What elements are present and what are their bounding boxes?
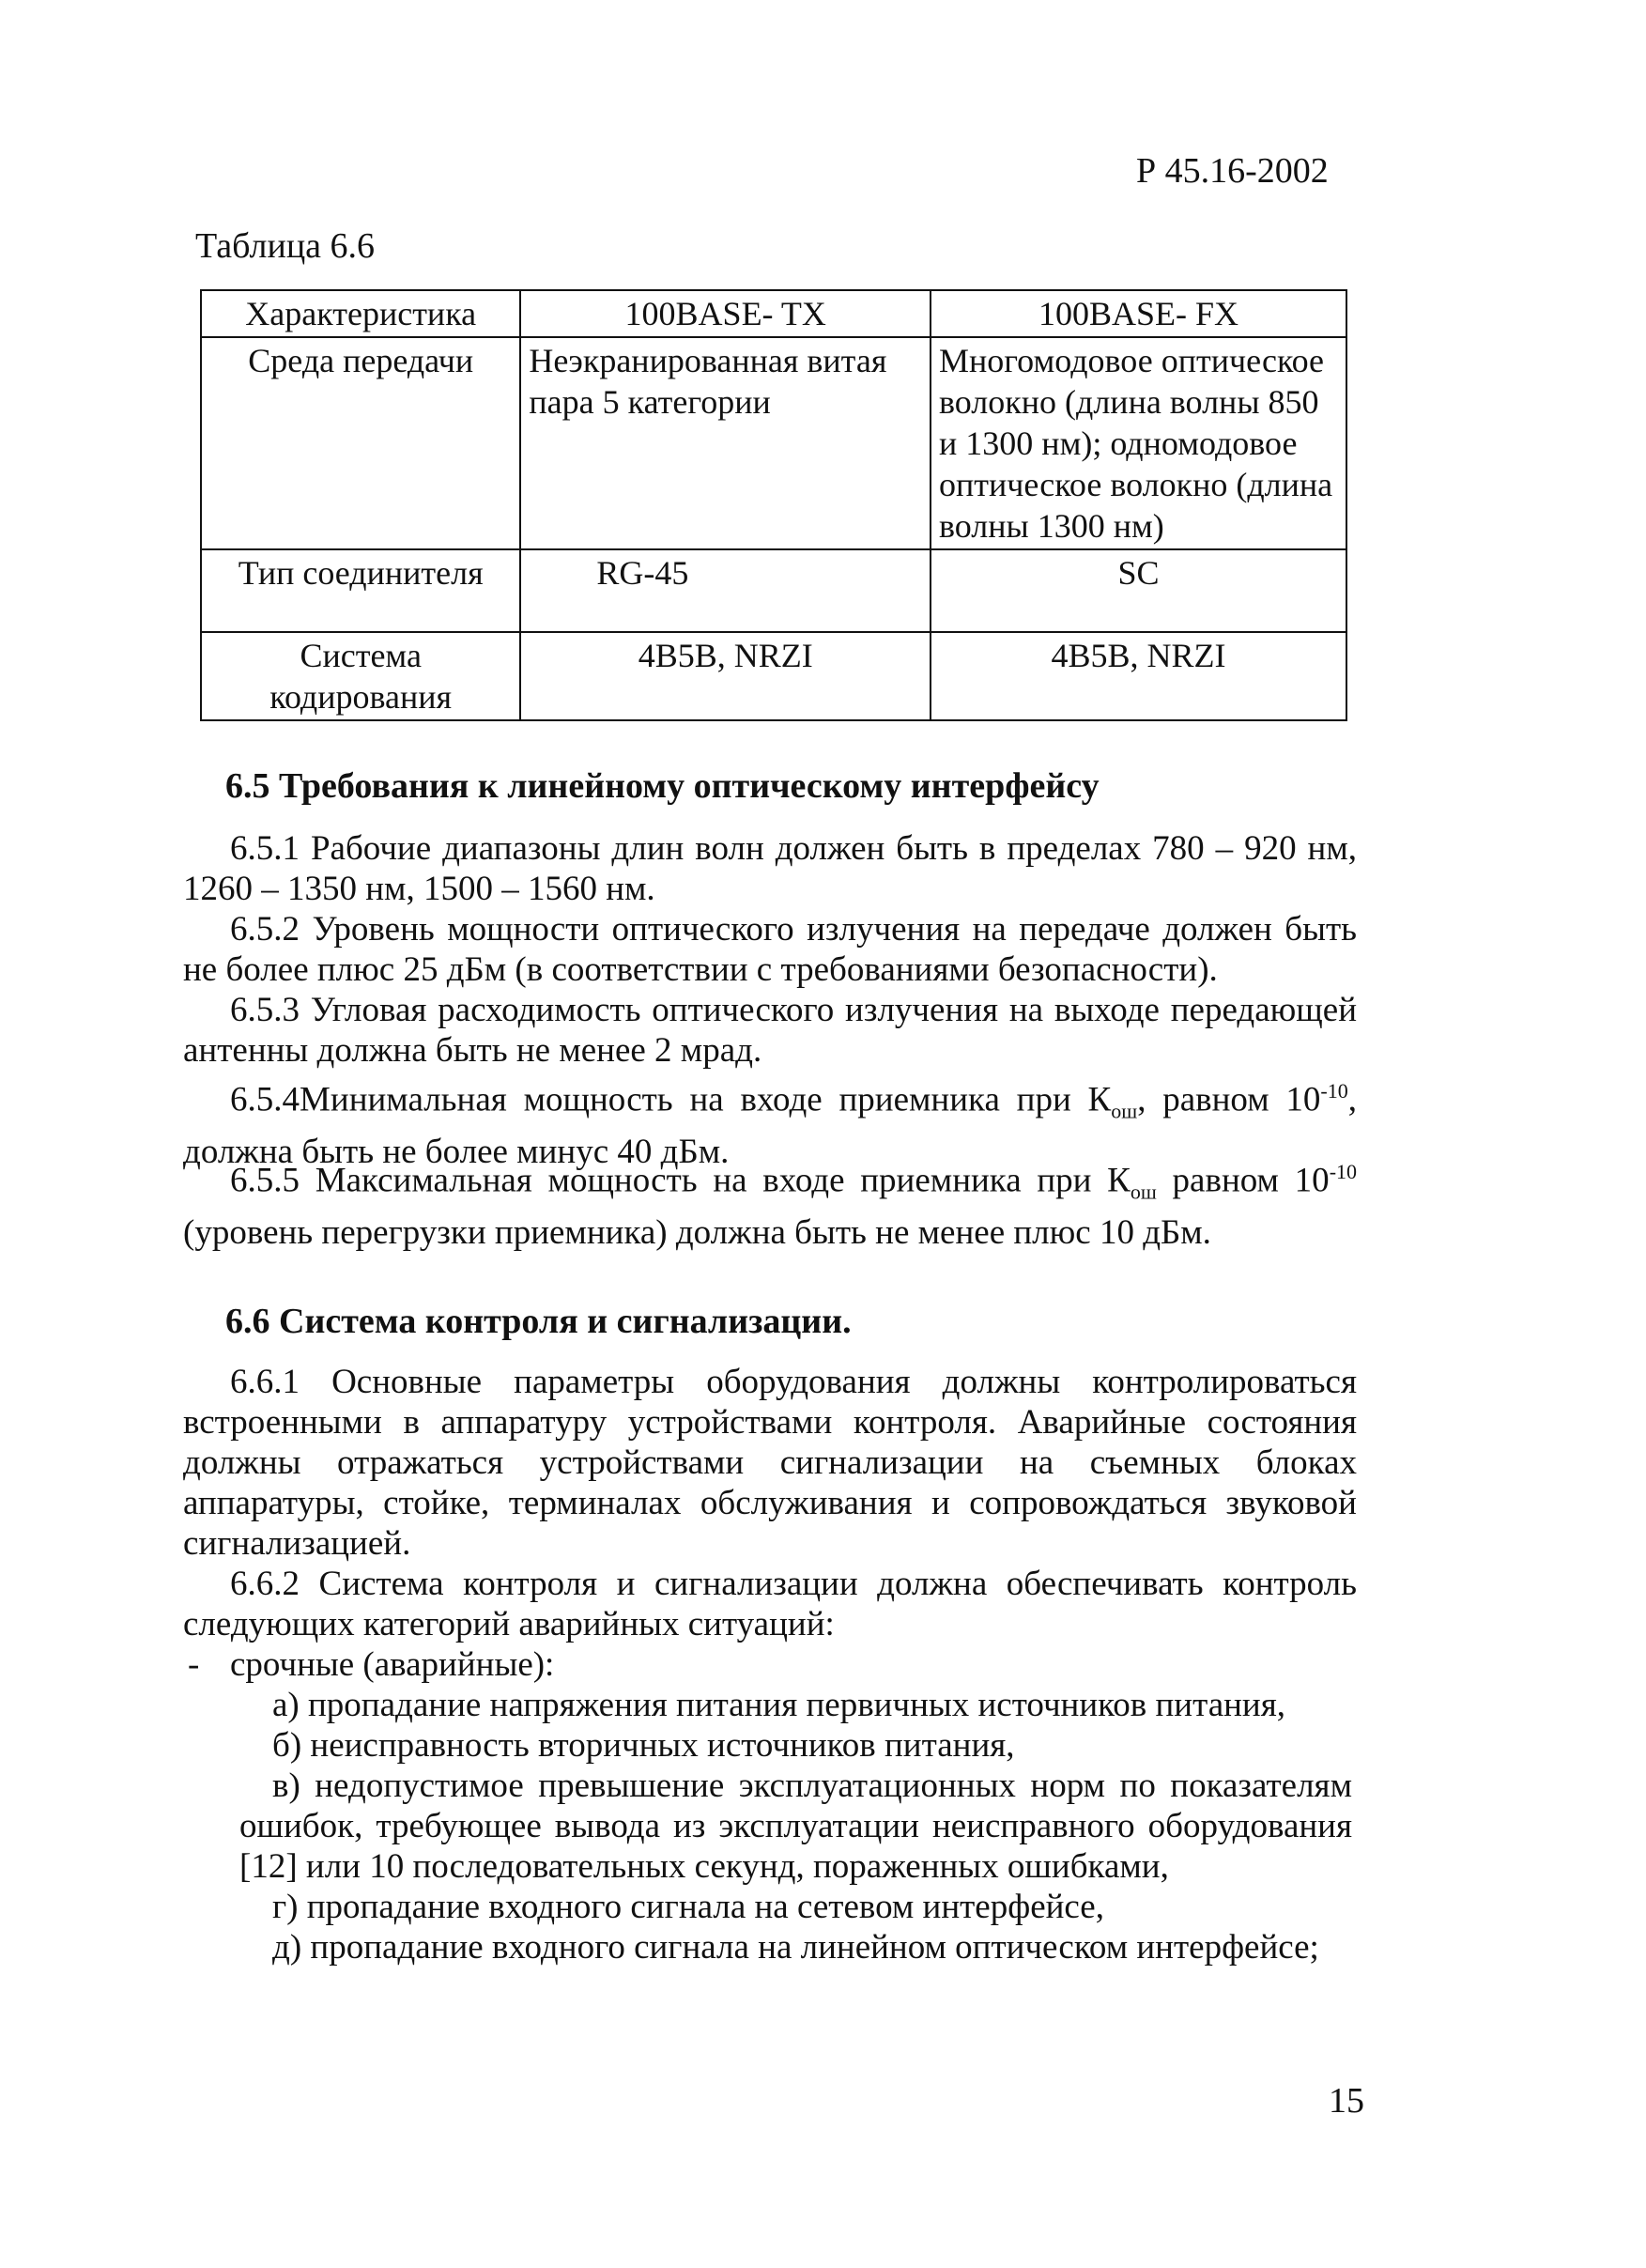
document-code: Р 45.16-2002 (1136, 151, 1329, 191)
list-item: г) пропадание входного сигнала на сетевом интерфейсе, (272, 1888, 1104, 1926)
paragraph-6-6-1: 6.6.1 Основные параметры оборудования должны контролироваться встроенными в аппаратуру устройствами контроля. Аварийные состояния должны отражаться устройствами сигнализации на съемных блоках аппаратуры, стойке, терминалах обслуживания и сопровождаться звуковой сигнализацией. (183, 1363, 1357, 1563)
subscript: ош (1130, 1180, 1157, 1204)
list-label-urgent: срочные (аварийные): (230, 1645, 555, 1684)
subscript: ош (1111, 1099, 1138, 1123)
table-header-row (201, 290, 1346, 337)
table-row (201, 632, 1346, 720)
list-dash: - (188, 1645, 200, 1684)
table-cell: 4B5B, NRZI (520, 632, 931, 720)
paragraph-6-5-3: 6.5.3 Угловая расходимость оптического излучения на выходе передающей антенны должна быть не менее 2 мрад. (183, 991, 1357, 1070)
table-cell: Среда передачи (201, 337, 520, 549)
section-heading-6-6: 6.6 Система контроля и сигнализации. (225, 1302, 852, 1341)
table-cell: Многомодовое оптическое волокно (длина волны 850 и 1300 нм); одномодовое оптическое волокно (длина волны 1300 нм) (931, 337, 1346, 549)
page-number: 15 (1329, 2081, 1364, 2121)
table-cell: RG-45 (520, 549, 931, 632)
text-run: 6.5.4Минимальная мощность на входе приемника при К (230, 1080, 1112, 1119)
text-run: , равном 10 (1137, 1080, 1321, 1119)
superscript: -10 (1329, 1160, 1358, 1183)
list-item: д) пропадание входного сигнала на линейном оптическом интерфейсе; (272, 1928, 1319, 1967)
table-cell: 4B5B, NRZI (931, 632, 1346, 720)
table-header-cell: 100BASE- FX (931, 290, 1346, 337)
text-run: (уровень перегрузки приемника) должна быть не менее плюс 10 дБм. (183, 1212, 1211, 1252)
table-cell: SC (931, 549, 1346, 632)
list-item: а) пропадание напряжения питания первичных источников питания, (272, 1686, 1285, 1724)
table-header-cell: 100BASE- TX (520, 290, 931, 337)
table-cell: Тип соединителя (201, 549, 520, 632)
paragraph-6-5-2: 6.5.2 Уровень мощности оптического излучения на передаче должен быть не более плюс 25 дБм (в соответствии с требованиями безопасности). (183, 910, 1357, 989)
paragraph-6-5-1: 6.5.1 Рабочие диапазоны длин волн должен быть в пределах 780 – 920 нм, 1260 – 1350 нм, 1500 – 1560 нм. (183, 829, 1357, 908)
table-row (201, 337, 1346, 549)
superscript: -10 (1320, 1079, 1348, 1103)
table-cell: Система кодирования (201, 632, 520, 720)
list-item: б) неисправность вторичных источников питания, (272, 1726, 1015, 1765)
paragraph-6-5-5 (183, 1151, 1357, 1253)
text-run: , должна быть не более минус 40 дБм. (183, 1080, 1357, 1171)
list-item: в) недопустимое превышение эксплуатационных норм по показателям ошибок, требующее вывода из эксплуатации неисправного оборудования [12] или 10 последовательных секунд, пораженных ошибками, (239, 1767, 1352, 1886)
table-caption: Таблица 6.6 (195, 226, 376, 266)
spec-table (200, 289, 1347, 721)
paragraph-6-6-2: 6.6.2 Система контроля и сигнализации должна обеспечивать контроль следующих категорий аварийных ситуаций: (183, 1565, 1357, 1643)
table-cell: Неэкранированная витая пара 5 категории (520, 337, 931, 549)
section-heading-6-5: 6.5 Требования к линейному оптическому интерфейсу (225, 766, 1100, 806)
text-run: 6.5.5 Максимальная мощность на входе приемника при К (230, 1161, 1131, 1200)
text-run: равном 10 (1156, 1161, 1330, 1200)
table-header-cell: Характеристика (201, 290, 520, 337)
table-row (201, 549, 1346, 632)
